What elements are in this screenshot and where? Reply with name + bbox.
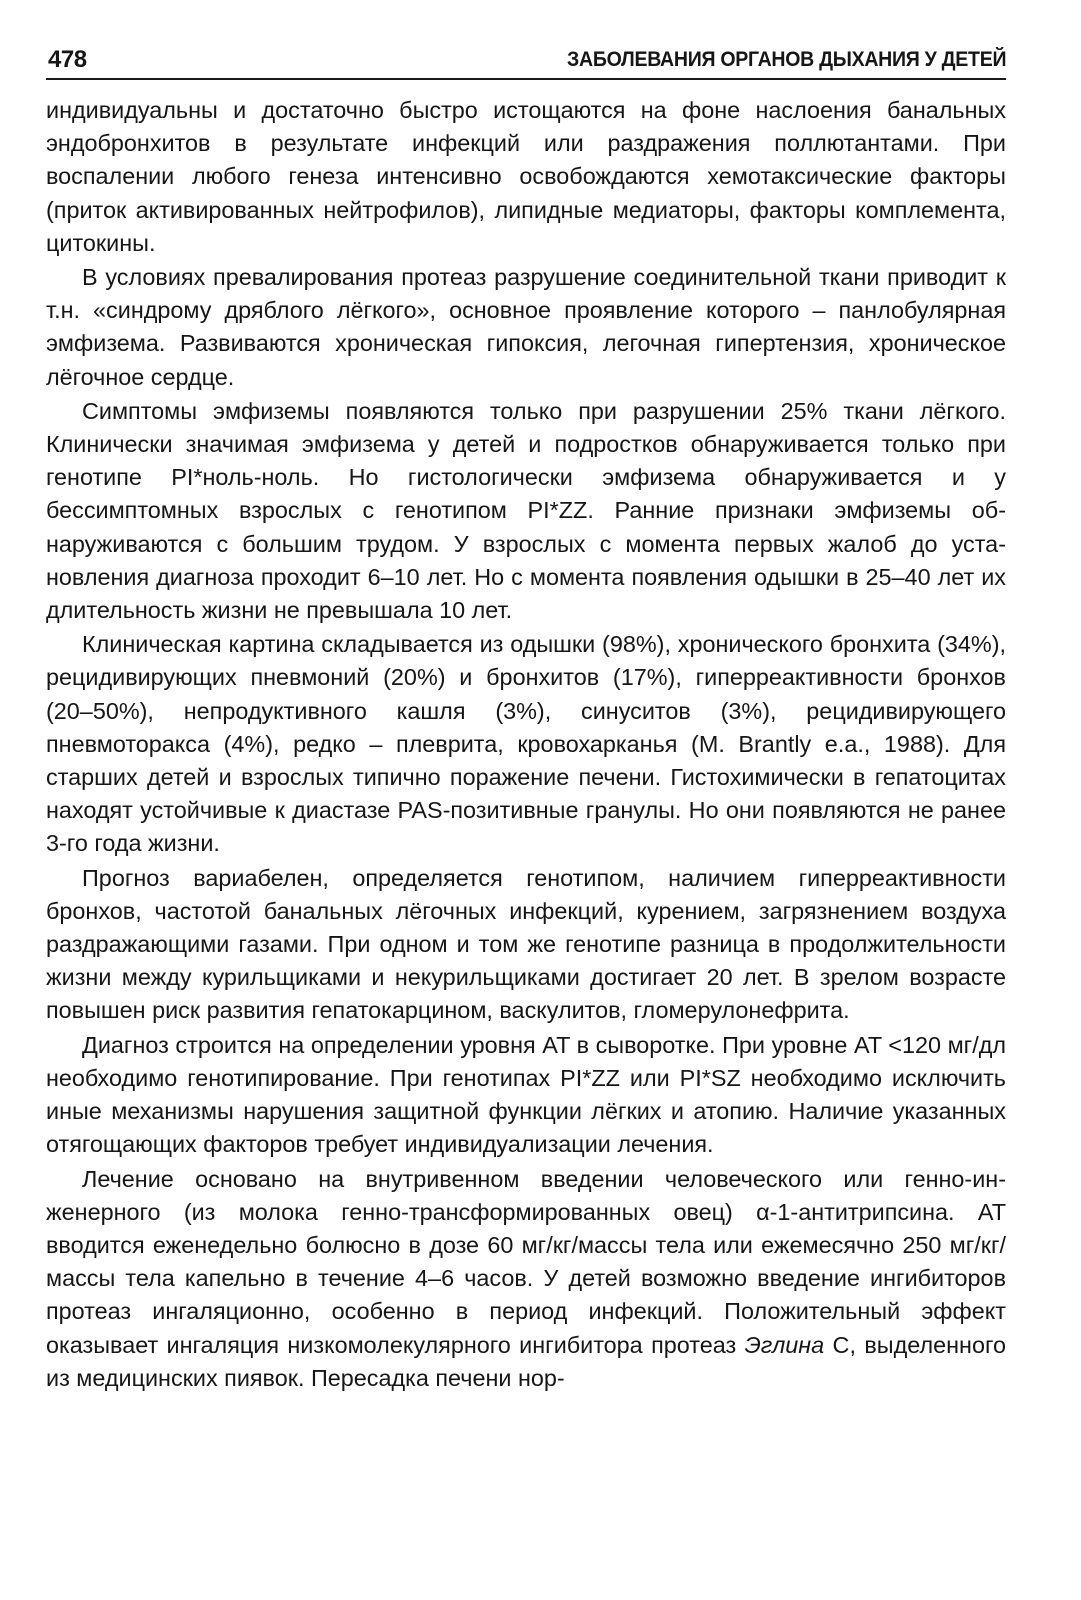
paragraph-6: Диагноз строится на определении уровня AT в сыворотке. При уровне AT <120 мг/дл необходимо генотипирование. При генотипах PI*ZZ или PI*SZ необходимо исключить иные механизмы нарушения защитной функции лёгких и атопию. Наличие указанных отягощающих факторов требует индивидуализации лечения. [46,1031,1006,1158]
chapter-title: ЗАБОЛЕВАНИЯ ОРГАНОВ ДЫХАНИЯ У ДЕТЕЙ [566,48,1006,71]
body-text [46,94,1006,1395]
paragraph-3: Симптомы эмфиземы появляются только при разрушении 25% ткани лёгкого. Клинически значимая эмфизема у детей и подростков обнаруживается только при генотипе PI*ноль-ноль. Но гистологически эмфизема обнаруживается и у бессимптомных взрослых с генотипом PI*ZZ. Ранние признаки эмфиземы обнаруживаются с большим трудом. У взрослых с момента первых жалоб до установления диагноза проходит 6–10 лет. Но с момента появления одышки в 25–40 лет их длительность жизни не превышала 10 лет. [46,397,1006,624]
paragraph-5: Прогноз вариабелен, определяется генотипом, наличием гиперреактивности бронхов, частотой банальных лёгочных инфекций, курением, загрязнением воздуха раздражающими газами. При одном и том же генотипе разница в продолжительности жизни между курильщиками и некурильщиками достигает 20 лет. В зрелом возрасте повышен риск развития гепатокарцином, васкулитов, гломерулонефрита. [46,864,1006,1024]
paragraph-2: В условиях превалирования протеаз разрушение соединительной ткани приводит к т.н. «синдрому дряблого лёгкого», основное проявление которого – панлобулярная эмфизема. Развиваются хроническая гипоксия, легочная гипертензия, хроническое лёгочное сердце. [46,264,1006,390]
paragraph-7-text-before: Лечение основано на внутривенном введении человеческого или генно-инженерного (из молока генно-трансформированных овец) α-1-антитрипсина. AT вводится еженедельно болюсно в дозе 60 мг/кг/массы тела или ежемесячно 250 мг/кг/массы тела капельно в течение 4–6 часов. У детей возможно введение ингибиторов протеаз ингаляционно, особенно в период инфекций. Положительный эффект оказывает ингаляция низкомолекулярного ингибитора протеаз [46,1165,1006,1358]
paragraph-7-text-after: C, выделенного из медицинских пиявок. Пересадка печени нор- [46,1331,1006,1391]
paragraph-7 [46,1163,1006,1395]
book-page [46,40,1006,1580]
paragraph-4: Клиническая картина складывается из одышки (98%), хронического бронхита (34%), рецидивирующих пневмоний (20%) и бронхитов (17%), гиперреактивности бронхов (20–50%), непродуктивного кашля (3%), синуситов (3%), рецидивирующего пневмоторакса (4%), редко – плеврита, кровохарканья (M. Brantly e.a., 1988). Для старших детей и взрослых типично поражение печени. Гистохимически в гепатоцитах находят устойчивые к диастазе PAS-позитивные гранулы. Но они появляются не ранее 3-го года жизни. [46,631,1006,857]
running-head [46,40,1006,80]
eglin-italic-term: Эглина [744,1331,825,1358]
paragraph-1: индивидуальны и достаточно быстро истощаются на фоне наслоения банальных эндобронхитов в результате инфекций или раздражения поллютантами. При воспалении любого генеза интенсивно освобождаются хемотаксические факторы (приток активированных нейтрофилов), липидные медиаторы, факторы комплемента, цитокины. [46,97,1006,256]
page-number: 478 [48,46,87,73]
